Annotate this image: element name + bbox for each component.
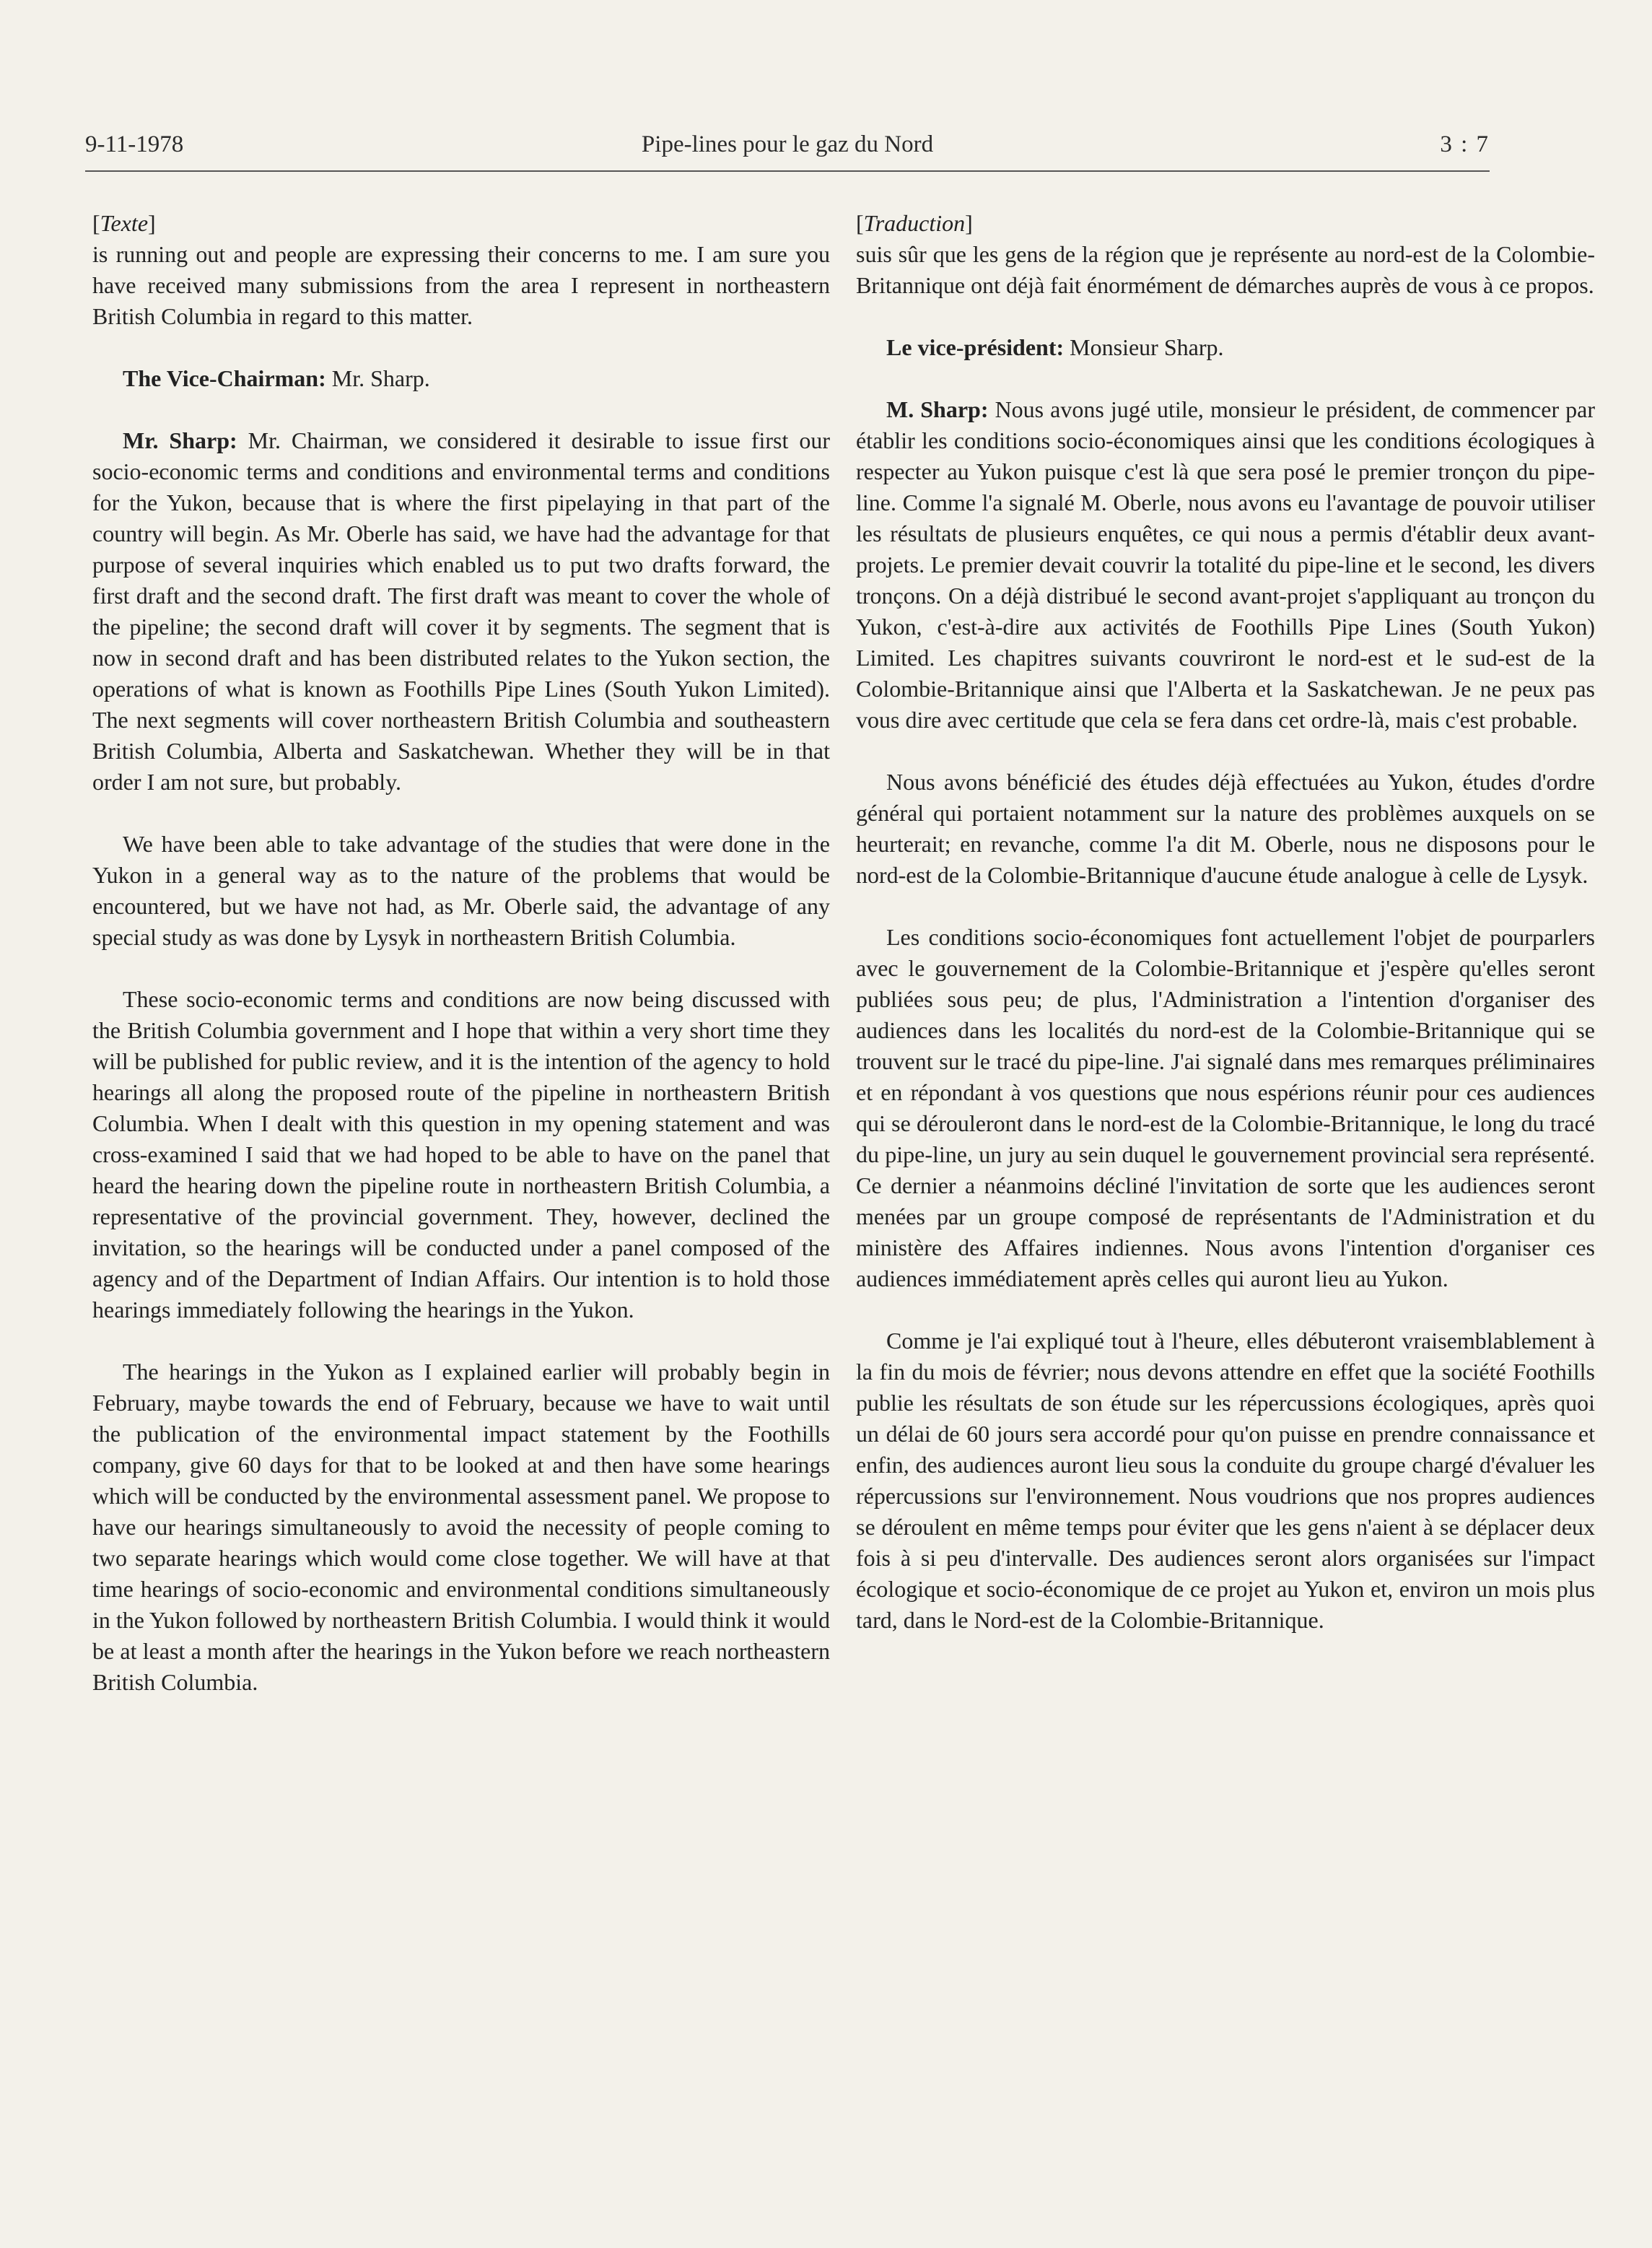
speaker-paragraph-vice-chairman <box>92 363 830 394</box>
speaker-paragraph-sharp <box>92 425 830 798</box>
speaker-name: Le vice-président: <box>886 334 1065 360</box>
french-column <box>856 208 1595 1667</box>
column-label: [Texte] <box>92 210 156 236</box>
paragraph: Les conditions socio-économiques font actuellement l'objet de pourparlers avec le gouvernement de la Colombie-Britannique et j'espère qu'elles seront publiées sous peu; de plus, l'Administration a l'intention d'organiser des audiences dans les localités du nord-est de la Colombie-Britannique qui se trouvent sur le tracé du pipe-line. J'ai signalé dans mes remarques préliminaires et en répondant à vos questions que nous espérions réunir pour ces audiences qui se dérouleront dans le nord-est de la Colombie-Britannique, le long du tracé du pipe-line, un jury au sein duquel le gouvernement provincial sera représenté. Ce dernier a néanmoins décliné l'invitation de sorte que les audiences seront menées par un groupe composé de représentants de l'Administration et du ministère des Affaires indiennes. Nous avons l'intention d'organiser ces audiences immédiatement après celles qui auront lieu au Yukon. <box>856 924 1595 1291</box>
speaker-text: Mr. Chairman, we considered it desirable to issue first our socio-economic terms and conditions and environmental terms and conditions for the Yukon, because that is where the first pipelaying in that part of the country will begin. As Mr. Oberle has said, we have had the advantage for that purpose of several inquiries which enabled us to put two drafts forward, the first draft and the second draft. The first draft was meant to cover the whole of the pipeline; the second draft will cover it by segments. The segment that is now in second draft and has been distributed relates to the Yukon section, the operations of what is known as Foothills Pipe Lines (South Yukon Limited). The next segments will cover northeastern British Columbia and southeastern British Columbia, Alberta and Saskatchewan. Whether they will be in that order I am not sure, but probably. <box>92 427 831 795</box>
speaker-paragraph-sharp <box>856 394 1595 736</box>
paragraph-continuation: suis sûr que les gens de la région que je représente au nord-est de la Colombie-Britannique ont déjà fait énormément de démarches auprès de vous à ce propos. <box>856 241 1595 298</box>
paragraph: The hearings in the Yukon as I explained earlier will probably begin in February, maybe towards the end of February, because we have to wait until the publication of the environmental impact statement by the Foothills company, give 60 days for that to be looked at and then have some hearings which will be conducted by the environmental assessment panel. We propose to have our hearings simultaneously to avoid the necessity of people coming to two separate hearings which would come close together. We will have at that time hearings of socio-economic and environmental conditions simultaneously in the Yukon followed by northeastern British Columbia. I would think it would be at least a month after the hearings in the Yukon before we reach northeastern British Columbia. <box>92 1359 830 1695</box>
paragraph: Nous avons bénéficié des études déjà effectuées au Yukon, études d'ordre général qui portaient notamment sur la nature des problèmes auxquels on se heurterait; en revanche, comme l'a dit M. Oberle, nous ne disposons pour le nord-est de la Colombie-Britannique d'aucune étude analogue à celle de Lysyk. <box>856 769 1595 888</box>
header-rule <box>85 170 1490 172</box>
paragraph: These socio-economic terms and conditions are now being discussed with the British Columbia government and I hope that within a very short time they will be published for public review, and it is the intention of the agency to hold hearings all along the proposed route of the pipeline in northeastern British Columbia. When I dealt with this question in my opening statement and was cross-examined I said that we had hoped to be able to have on the panel that heard the hearing down the pipeline route in northeastern British Columbia, a representative of the provincial government. They, however, declined the invitation, so the hearings will be conducted under a panel composed of the agency and of the Department of Indian Affairs. Our intention is to hold those hearings immediately following the hearings in the Yukon. <box>92 986 830 1323</box>
column-label: [Traduction] <box>856 210 973 236</box>
speaker-name: M. Sharp: <box>886 396 989 422</box>
speaker-name: The Vice-Chairman: <box>123 365 326 391</box>
speaker-name: Mr. Sharp: <box>123 427 237 453</box>
header-page-number: 3 : 7 <box>1440 131 1490 157</box>
speaker-text: Mr. Sharp. <box>325 365 430 391</box>
speaker-paragraph-vice-chairman <box>856 332 1595 363</box>
speaker-text: Monsieur Sharp. <box>1064 334 1224 360</box>
running-header <box>85 131 1490 169</box>
header-title: Pipe-lines pour le gaz du Nord <box>641 131 934 157</box>
header-date: 9-11-1978 <box>85 131 184 157</box>
speaker-text: Nous avons jugé utile, monsieur le président, de commencer par établir les conditions socio-économiques ainsi que les conditions écologiques à respecter au Yukon puisque c'est là que sera posé le premier tronçon du pipe-line. Comme l'a signalé M. Oberle, nous avons eu l'avantage de pouvoir utiliser les résultats de plusieurs enquêtes, ce qui nous a permis d'établir deux avant-projets. Le premier devait couvrir la totalité du pipe-line et le second, les divers tronçons. On a déjà distribué le second avant-projet s'appliquant au tronçon du Yukon, c'est-à-dire aux activités de Foothills Pipe Lines (South Yukon) Limited. Les chapitres suivants couvriront le nord-est et le sud-est de la Colombie-Britannique ainsi que l'Alberta et la Saskatchewan. Je ne peux pas vous dire avec certitude que cela se fera dans cet ordre-là, mais c'est probable. <box>856 396 1596 733</box>
paragraph-continuation: is running out and people are expressing their concerns to me. I am sure you have received many submissions from the area I represent in northeastern British Columbia in regard to this matter. <box>92 241 830 329</box>
english-column <box>92 208 830 1729</box>
paragraph: We have been able to take advantage of the studies that were done in the Yukon in a general way as to the nature of the problems that would be encountered, but we have not had, as Mr. Oberle said, the advantage of any special study as was done by Lysyk in northeastern British Columbia. <box>92 831 830 950</box>
paragraph: Comme je l'ai expliqué tout à l'heure, elles débuteront vraisemblablement à la fin du mois de février; nous devons attendre en effet que la société Foothills publie les résultats de son étude sur les répercussions écologiques, après quoi un délai de 60 jours sera accordé pour qu'on puisse en prendre connaissance et enfin, des audiences auront lieu sous la conduite du groupe chargé d'évaluer les répercussions sur l'environnement. Nous voudrions que nos propres audiences se déroulent en même temps pour éviter que les gens n'aient à se déplacer deux fois à si peu d'intervalle. Des audiences seront alors organisées sur l'impact écologique et socio-économique de ce projet au Yukon et, environ un mois plus tard, dans le Nord-est de la Colombie-Britannique. <box>856 1328 1595 1633</box>
